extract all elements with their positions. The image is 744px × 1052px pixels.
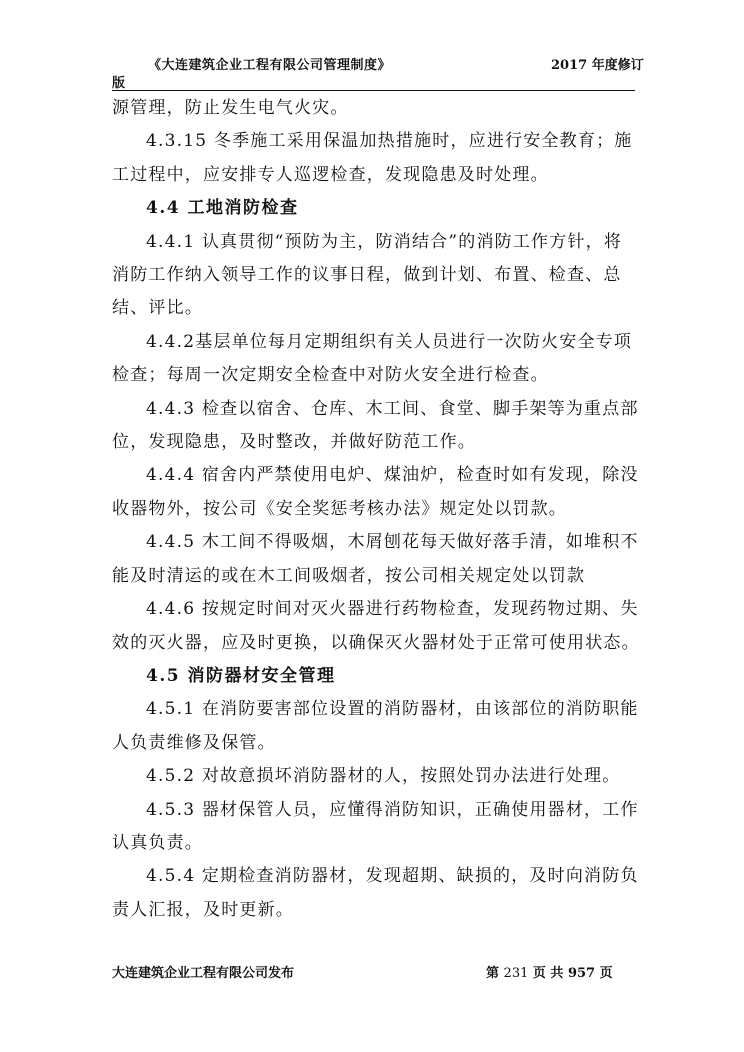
paragraph-4-5-2: 4.5.2 对故意损坏消防器材的人，按照处罚办法进行处理。 <box>146 766 621 787</box>
paragraph-4-4-1: 4.4.1 认真贯彻“预防为主，防消结合”的消防工作方针，将消防工作纳入领导工作的议事日程，做到计划、布置、检查、总结、评比。 <box>112 231 623 319</box>
section-heading-4-5: 4.5 消防器材安全管理 <box>146 665 336 686</box>
header-title: 《大连建筑企业工程有限公司管理制度》 <box>148 58 392 73</box>
paragraph-4-4-3: 4.4.3 检查以宿舍、仓库、木工间、食堂、脚手架等为重点部位，发现隐患，及时整改，并做好防范工作。 <box>112 398 639 453</box>
paragraph-4-3-15: 4.3.15 冬季施工采用保温加热措施时，应进行安全教育；施工过程中，应安排专人巡逻检查，发现隐患及时处理。 <box>112 131 633 185</box>
page-total: 957 <box>567 966 596 981</box>
header-edition-continued: 版 <box>112 76 126 91</box>
page-number <box>486 962 613 981</box>
paragraph-4-4-2: 4.4.2基层单位每月定期组织有关人员进行一次防火安全专项检查；每周一次定期安全检查中对防火安全进行检查。 <box>112 331 633 386</box>
paragraph-4-4-6: 4.4.6 按规定时间对灭火器进行药物检查，发现药物过期、失效的灭火器，应及时更换，以确保灭火器材处于正常可使用状态。 <box>112 599 640 653</box>
page-middle: 页 共 <box>532 966 564 981</box>
document-body <box>112 92 640 927</box>
header-edition: 2017 年度修订 <box>551 58 644 73</box>
paragraph-4-5-1: 4.5.1 在消防要害部位设置的消防器材，由该部位的消防职能人负责维修及保管。 <box>112 699 639 753</box>
paragraph-continued: 源管理，防止发生电气火灾。 <box>112 98 349 118</box>
paragraph-4-5-3: 4.5.3 器材保管人员，应懂得消防知识，正确使用器材，工作认真负责。 <box>112 799 639 853</box>
paragraph-4-4-4: 4.4.4 宿舍内严禁使用电炉、煤油炉，检查时如有发现，除没收器物外，按公司《安全奖惩考核办法》规定处以罚款。 <box>112 465 639 519</box>
page-current: 231 <box>503 966 529 981</box>
section-heading-4-4: 4.4 工地消防检查 <box>146 198 299 219</box>
footer-publisher: 大连建筑企业工程有限公司发布 <box>112 966 295 981</box>
page-prefix: 第 <box>486 966 500 981</box>
paragraph-4-5-4: 4.5.4 定期检查消防器材，发现超期、缺损的，及时向消防负责人汇报，及时更新。 <box>112 866 639 920</box>
page-suffix: 页 <box>599 966 613 981</box>
header-divider <box>112 90 635 91</box>
paragraph-4-4-5: 4.4.5 木工间不得吸烟，木屑刨花每天做好落手清，如堆积不能及时清运的或在木工间吸烟者，按公司相关规定处以罚款 <box>112 532 639 586</box>
